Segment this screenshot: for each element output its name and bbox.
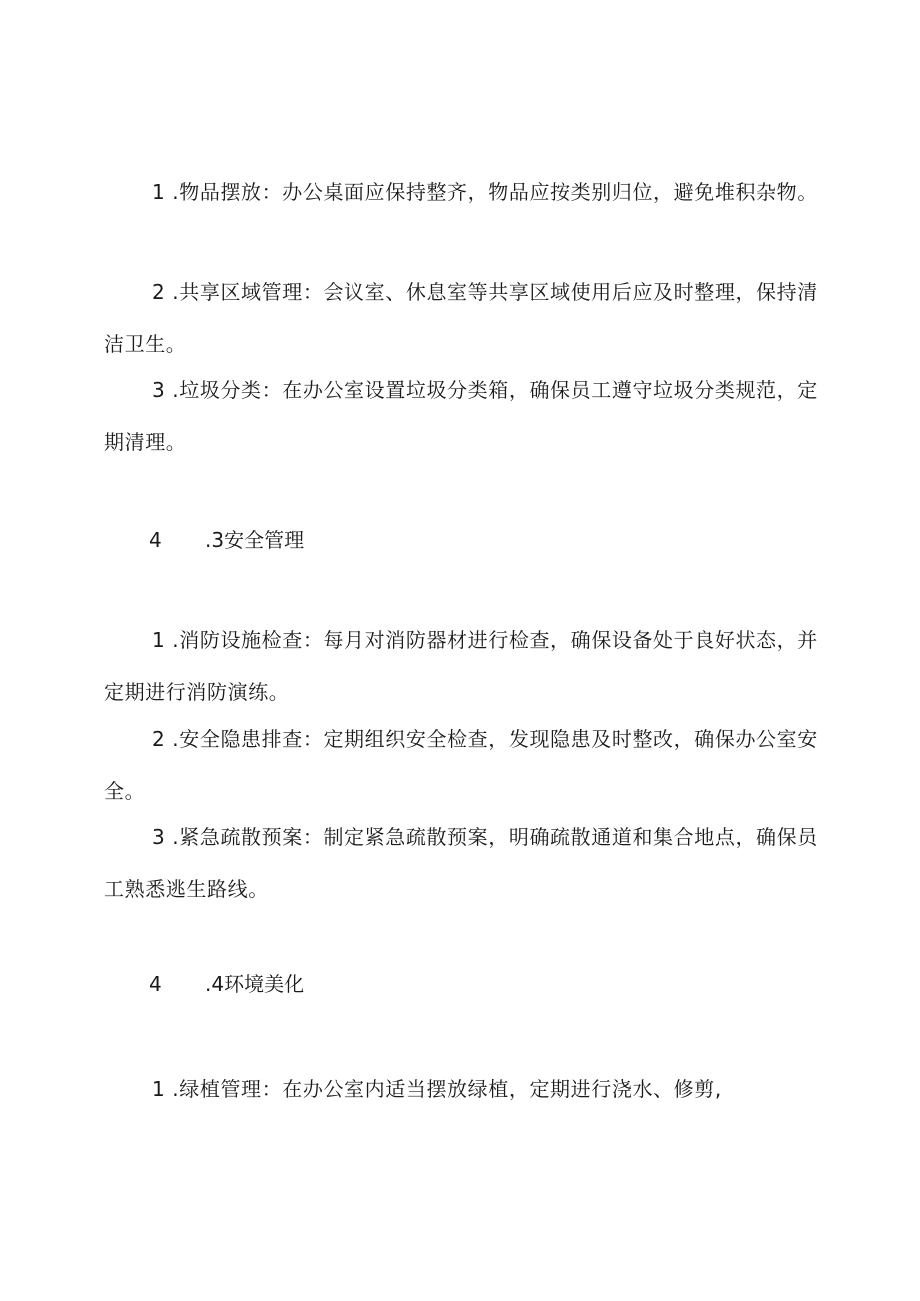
paragraph-item-placement: 1 .物品摆放：办公桌面应保持整齐，物品应按类别归位，避免堆积杂物。 — [152, 180, 818, 204]
heading-title: .4环境美化 — [205, 972, 305, 996]
section-heading-environment — [149, 969, 304, 999]
paragraph-fire-inspection: 1 .消防设施检查：每月对消防器材进行检查，确保设备处于良好状态，并定期进行消防演练。 — [104, 628, 818, 704]
heading-number: 4 — [149, 972, 162, 996]
paragraph-evacuation-plan: 3 .紧急疏散预案：制定紧急疏散预案，明确疏散通道和集合地点，确保员工熟悉逃生路线。 — [104, 825, 818, 901]
paragraph-garbage-sorting: 3 .垃圾分类：在办公室设置垃圾分类箱，确保员工遵守垃圾分类规范，定期清理。 — [104, 378, 818, 454]
paragraph-hazard-check: 2 .安全隐患排查：定期组织安全检查，发现隐患及时整改，确保办公室安全。 — [104, 727, 818, 803]
section-heading-safety — [149, 525, 304, 555]
heading-title: .3安全管理 — [205, 528, 305, 552]
heading-number: 4 — [149, 528, 162, 552]
paragraph-plant-management: 1 .绿植管理：在办公室内适当摆放绿植，定期进行浇水、修剪, — [152, 1077, 722, 1101]
paragraph-shared-area: 2 .共享区域管理：会议室、休息室等共享区域使用后应及时整理，保持清洁卫生。 — [104, 280, 818, 356]
